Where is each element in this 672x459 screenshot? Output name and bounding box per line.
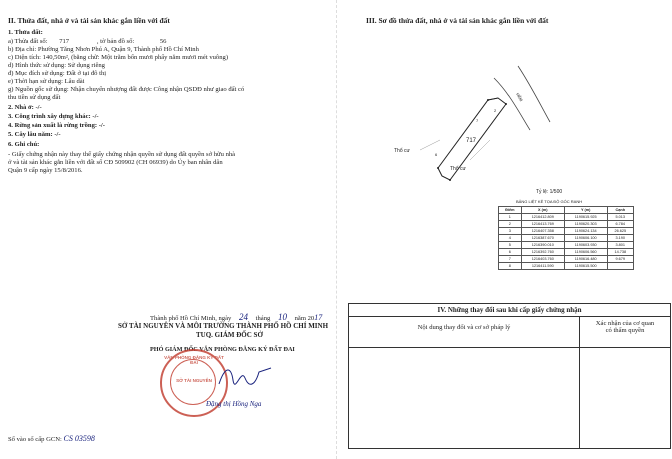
note-line-3: Quận 9 cấp ngày 15/8/2016. [8, 167, 83, 174]
signer-name: Đặng thị Hồng Nga [206, 400, 262, 408]
date-month: 10 [277, 312, 287, 322]
house-line: 2. Nhà ở: -/- [8, 104, 42, 111]
coord-cell: 1216413.769 [521, 221, 564, 228]
svg-text:2: 2 [494, 108, 497, 113]
coord-cell: 1216392.760 [521, 249, 564, 256]
parcel-sketch [380, 60, 580, 190]
coord-header: Cạnh [607, 207, 633, 214]
coord-cell: 1190616.480 [564, 256, 607, 263]
changes-col-confirm [580, 317, 670, 448]
vertex-2 [505, 103, 507, 105]
stamp-ring-text: VĂN PHÒNG ĐĂNG KÝ ĐẤT ĐAI [164, 355, 224, 365]
deputy-title: PHÓ GIÁM ĐỐC VĂN PHÒNG ĐĂNG KÝ ĐẤT ĐAI [150, 346, 295, 353]
coord-header-row [499, 207, 634, 214]
coord-cell: 1190606.100 [564, 235, 607, 242]
note-line-2: ở và tài sản khác gắn liền với đất số CĐ 509902 (CH 06939) do Ủy ban nhân dân [8, 159, 223, 166]
coord-cell: 3.801 [607, 242, 633, 249]
changes-col-content [349, 317, 580, 448]
coord-row [499, 242, 634, 249]
section-iii-title: III. Sơ đồ thửa đất, nhà ở và tài sản khác gắn liền với đất [366, 16, 549, 25]
map-label: , tờ bản đồ số: [96, 38, 135, 45]
vertex-4 [437, 167, 439, 169]
stamp-center-text: SỞ TÀI NGUYÊN [176, 378, 212, 383]
purpose-line: đ) Mục đích sử dụng: Đất ở tại đô thị [8, 70, 107, 77]
coord-cell: 1216387.670 [521, 235, 564, 242]
authority-sub: TUQ. GIÁM ĐỐC SỞ [196, 331, 263, 339]
vertex-3 [449, 179, 451, 181]
section-ii-title: II. Thửa đất, nhà ở và tài sản khác gắn liền với đất [8, 16, 170, 25]
scale-label: Tỷ lệ: 1/500 [536, 189, 563, 195]
coord-cell: 1190624.134 [564, 228, 607, 235]
coord-table-title: BẢNG LIỆT KÊ TỌA ĐỘ GÓC RANH [516, 199, 583, 204]
vertex-1 [487, 99, 489, 101]
origin-line-1: g) Nguồn gốc sử dụng: Nhận chuyển nhượng đất được Công nhận QSDĐ như giao đất có [8, 86, 245, 93]
authority-name: SỞ TÀI NGUYÊN VÀ MÔI TRƯỜNG THÀNH PHỐ HỒ CHÍ MINH [118, 322, 329, 330]
coord-header: Y (m) [564, 207, 607, 214]
coord-cell: 4 [499, 235, 522, 242]
cert-label: Số vào sổ cấp GCN: [8, 436, 62, 443]
coord-cell: 1190620.303 [564, 221, 607, 228]
coord-cell: 1190615.925 [564, 214, 607, 221]
construction-line: 3. Công trình xây dựng khác: -/- [8, 113, 99, 120]
address-line: b) Địa chỉ: Phường Tăng Nhơn Phú A, Quận 9, Thành phố Hồ Chí Minh [8, 46, 199, 53]
coord-cell: 9.679 [607, 256, 633, 263]
map-number: 56 [159, 38, 167, 45]
coord-row [499, 235, 634, 242]
coord-cell: 1216403.760 [521, 256, 564, 263]
coordinate-table [498, 206, 634, 270]
coord-row [499, 249, 634, 256]
coord-cell: 1 [499, 214, 522, 221]
coord-row [499, 228, 634, 235]
coord-cell: 8 [499, 263, 522, 270]
neighbor-label-1: Thổ cư [394, 148, 410, 154]
forest-line: 4. Rừng sản xuất là rừng trồng: -/- [8, 122, 105, 129]
land-header: 1. Thửa đất: [8, 29, 43, 36]
term-line: e) Thời hạn sử dụng: Lâu dài [8, 78, 85, 85]
changes-col2-header-1: Xác nhận của cơ quan [595, 320, 655, 327]
date-day: 24 [238, 312, 248, 322]
coord-cell: 3.190 [607, 235, 633, 242]
coord-cell: 2 [499, 221, 522, 228]
road-edge-2 [518, 66, 550, 122]
page-fold [336, 0, 337, 459]
svg-text:6: 6 [435, 152, 438, 157]
right-panel [340, 0, 672, 459]
origin-line-2: thu tiền sử dụng đất [8, 94, 61, 101]
coord-cell: 1216407.358 [521, 228, 564, 235]
road-label: HẺM [515, 92, 524, 103]
cert-number: CS 03598 [63, 434, 95, 443]
changes-title: IV. Những thay đổi sau khi cấp giấy chứng nhận [349, 304, 670, 317]
coord-cell: 1190603.930 [564, 242, 607, 249]
usage-form-line: d) Hình thức sử dụng: Sử dụng riêng [8, 62, 105, 69]
neighbor-label-2: Thổ cư [450, 166, 466, 172]
coord-cell: 6.784 [607, 221, 633, 228]
plot-number: 717 [59, 38, 70, 45]
cert-registry [8, 434, 95, 443]
coord-cell: 1216390.010 [521, 242, 564, 249]
coord-cell: 26.625 [607, 228, 633, 235]
coord-cell: 5 [499, 242, 522, 249]
road-edge-1 [494, 78, 530, 130]
coord-cell: 7 [499, 256, 522, 263]
notes-header: 6. Ghi chú: [8, 141, 40, 148]
parcel-number-label: 717 [466, 138, 477, 144]
coord-cell: 1190606.560 [564, 249, 607, 256]
coord-header: X (m) [521, 207, 564, 214]
date-year: 17 [314, 313, 323, 322]
coord-cell: 1216411.590 [521, 263, 564, 270]
changes-box [348, 303, 671, 449]
coord-cell: 14.738 [607, 249, 633, 256]
changes-col1-header: Nội dung thay đổi và cơ sở pháp lý [417, 324, 511, 331]
svg-text:7: 7 [476, 118, 479, 123]
coord-cell: 3 [499, 228, 522, 235]
area-line: c) Diện tích: 140,50m², (bằng chữ: Một trăm bốn mươi phẩy năm mươi mét vuông) [8, 54, 229, 61]
note-line-1: - Giấy chứng nhận này thay thế giấy chứng nhận quyền sử dụng đất quyền sở hữu nhà [8, 151, 236, 158]
coord-header: Điểm [499, 207, 522, 214]
changes-col2-header-2: có thẩm quyền [605, 327, 645, 334]
coord-cell: 6 [499, 249, 522, 256]
coord-row [499, 263, 634, 270]
coord-cell [607, 263, 633, 270]
signature-mark [215, 362, 275, 392]
plot-line [8, 38, 166, 45]
coord-row [499, 221, 634, 228]
perennial-line: 5. Cây lâu năm: -/- [8, 131, 61, 138]
coord-body [499, 214, 634, 270]
issue-date: Thành phố Hồ Chí Minh, ngày 24 tháng 10 năm 2017 [150, 312, 323, 322]
coord-row [499, 256, 634, 263]
coord-cell: 1216412.809 [521, 214, 564, 221]
coord-cell: 5.013 [607, 214, 633, 221]
coord-row [499, 214, 634, 221]
plot-label: a) Thửa đất số: [8, 38, 48, 45]
coord-cell: 1190615.500 [564, 263, 607, 270]
